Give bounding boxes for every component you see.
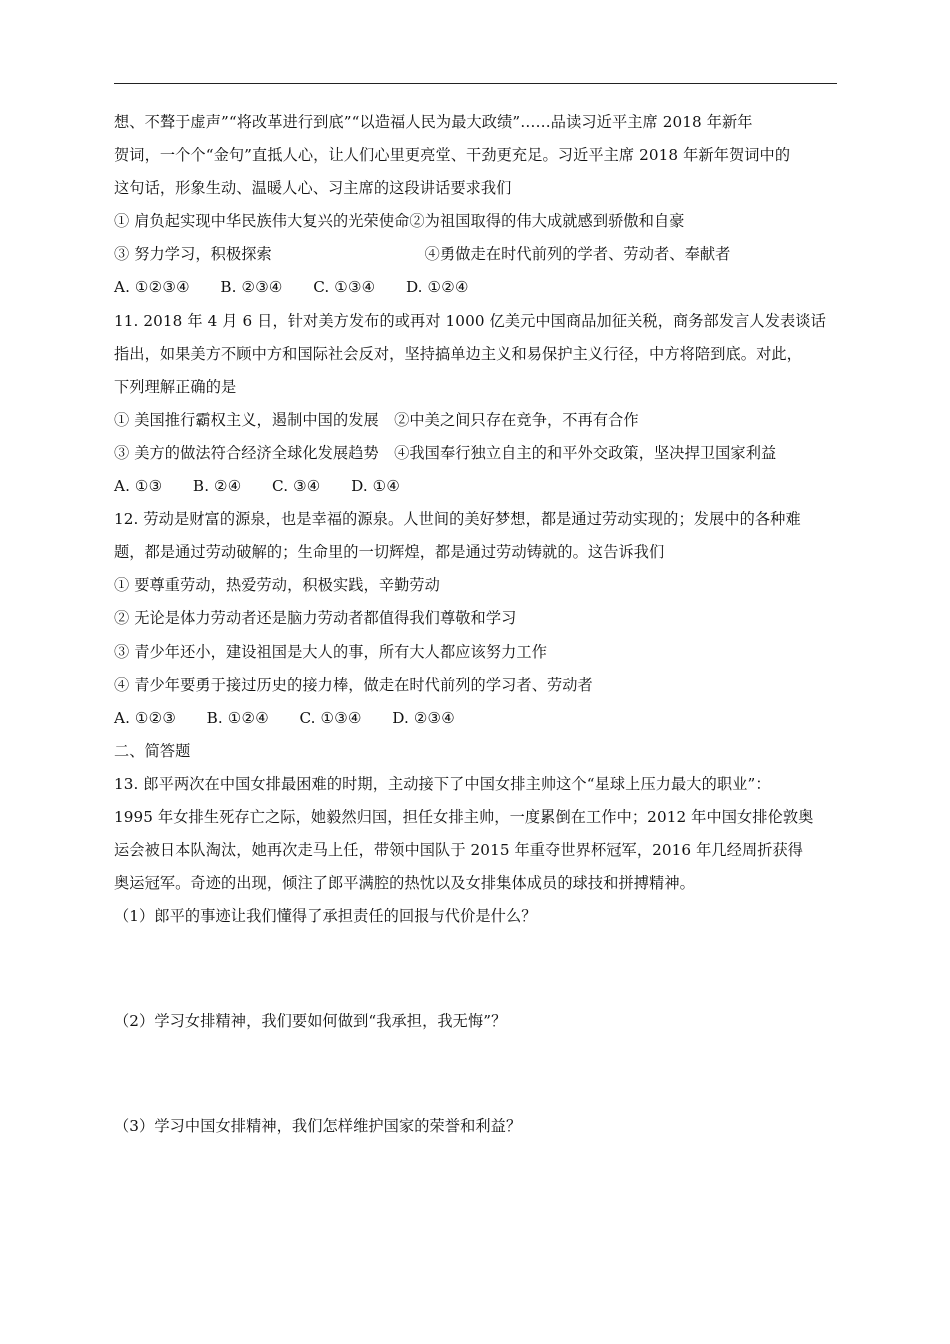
- q13-text-line-4: 奥运冠军。奇迹的出现，倾注了郎平满腔的热忱以及女排集体成员的球技和拼搏精神。: [114, 874, 695, 893]
- q10-statement-1-2: ① 肩负起实现中华民族伟大复兴的光荣使命②为祖国取得的伟大成就感到骄傲和自豪: [114, 212, 685, 231]
- q12-statement-2: ② 无论是体力劳动者还是脑力劳动者都值得我们尊敬和学习: [114, 609, 517, 628]
- header-rule: [114, 83, 837, 84]
- q10-text-line-3: 这句话，形象生动、温暖人心、习主席的这段讲话要求我们: [114, 179, 512, 198]
- answer-space: [114, 1038, 840, 1110]
- q13-sub-question-1: （1）郎平的事迹让我们懂得了承担责任的回报与代价是什么？: [114, 907, 537, 926]
- q10-statement-3-4: ③ 努力学习，积极探索 ④勇做走在时代前列的学者、劳动者、奉献者: [114, 245, 731, 264]
- q11-statement-3-4: ③ 美方的做法符合经济全球化发展趋势 ④我国奉行独立自主的和平外交政策，坚决捍卫国家利益: [114, 443, 777, 462]
- q11-options: A. ①③ B. ②④ C. ③④ D. ①④: [114, 477, 401, 496]
- q13-text-line-1: 13. 郎平两次在中国女排最困难的时期，主动接下了中国女排主帅这个“星球上压力最大的职业”：: [114, 774, 771, 793]
- q11-statement-1-2: ① 美国推行霸权主义，遏制中国的发展 ②中美之间只存在竞争，不再有合作: [114, 410, 639, 429]
- q13-text-line-2: 1995 年女排生死存亡之际，她毅然归国，担任女排主帅，一度累倒在工作中；2012 年中国女排伦敦奥: [114, 807, 814, 826]
- q12-statement-3: ③ 青少年还小，建设祖国是大人的事，所有大人都应该努力工作: [114, 642, 547, 661]
- section-heading: 二、简答题: [114, 741, 191, 760]
- document-body: [114, 106, 840, 1144]
- q12-text-line-2: 题，都是通过劳动破解的；生命里的一切辉煌，都是通过劳动铸就的。这告诉我们: [114, 543, 665, 562]
- q10-text-line-2: 贺词，一个个“金句”直抵人心，让人们心里更亮堂、干劲更充足。习近平主席 2018 年新年贺词中的: [114, 146, 791, 165]
- q11-text-line-3: 下列理解正确的是: [114, 377, 237, 396]
- q10-options: A. ①②③④ B. ②③④ C. ①③④ D. ①②④: [114, 278, 469, 297]
- q13-sub-question-2: （2）学习女排精神，我们要如何做到“我承担，我无悔”？: [114, 1012, 507, 1031]
- q12-text-line-1: 12. 劳动是财富的源泉，也是幸福的源泉。人世间的美好梦想，都是通过劳动实现的；发展中的各种难: [114, 510, 801, 529]
- q11-text-line-2: 指出，如果美方不顾中方和国际社会反对，坚持搞单边主义和易保护主义行径，中方将陪到底。对此，: [114, 344, 802, 363]
- q12-statement-1: ① 要尊重劳动，热爱劳动，积极实践，辛勤劳动: [114, 576, 440, 595]
- q13-sub-question-3: （3）学习中国女排精神，我们怎样维护国家的荣誉和利益？: [114, 1117, 522, 1136]
- q13-text-line-3: 运会被日本队淘汰，她再次走马上任，带领中国队于 2015 年重夺世界杯冠军，2016 年几经周折获得: [114, 841, 804, 860]
- q10-text-line-1: 想、不聱于虚声”“将改革进行到底”“以造福人民为最大政绩”……品读习近平主席 2018 年新年: [114, 113, 753, 131]
- q12-options: A. ①②③ B. ①②④ C. ①③④ D. ②③④: [114, 708, 455, 727]
- answer-space: [114, 933, 840, 1005]
- q11-text-line-1: 11. 2018 年 4 月 6 日，针对美方发布的或再对 1000 亿美元中国商品加征关税，商务部发言人发表谈话: [114, 311, 826, 330]
- q12-statement-4: ④ 青少年要勇于接过历史的接力棒，做走在时代前列的学习者、劳动者: [114, 675, 593, 694]
